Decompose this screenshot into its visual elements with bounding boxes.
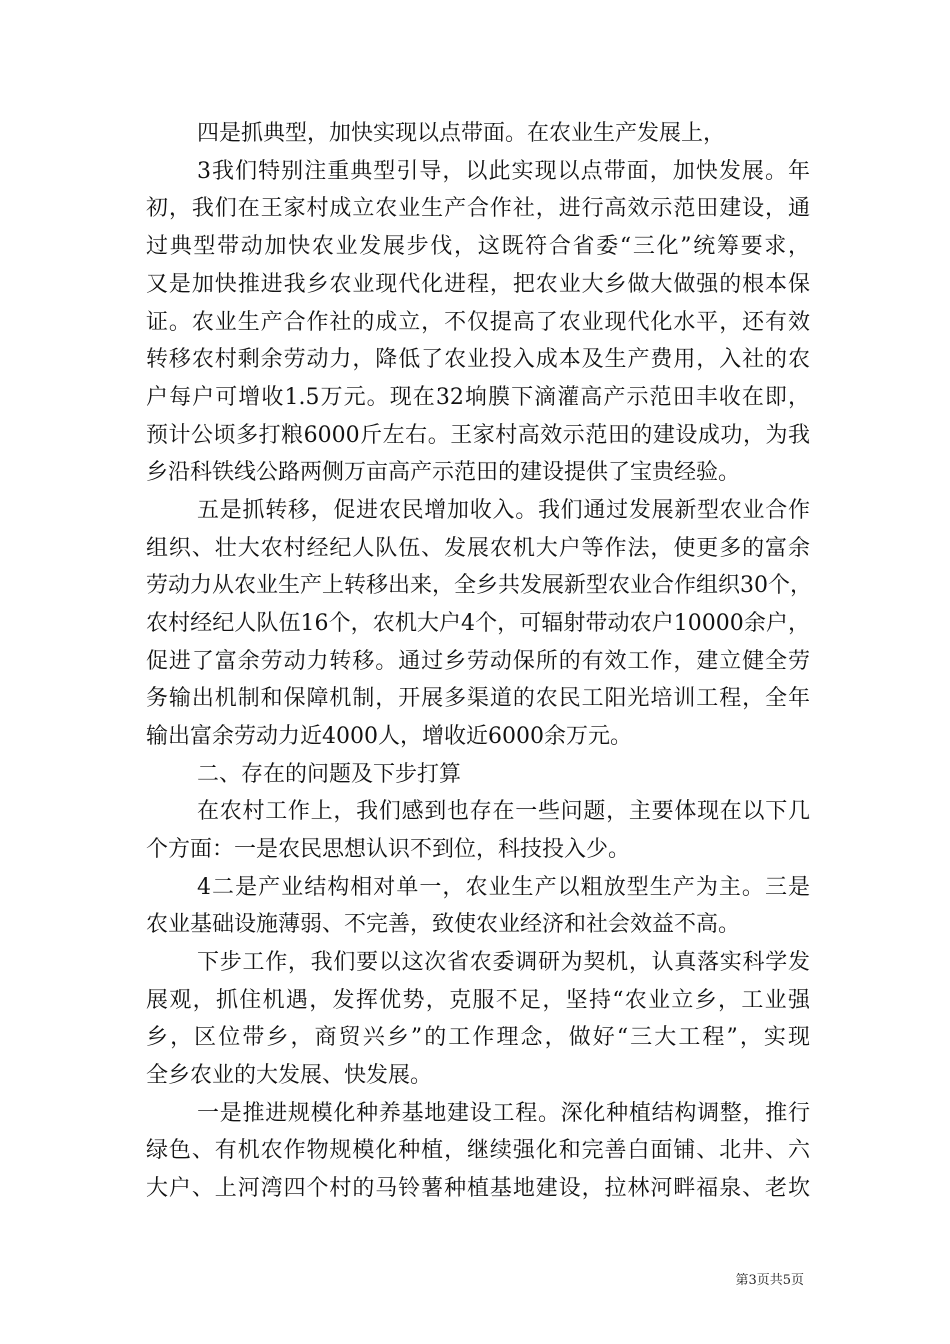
section-heading: 二、存在的问题及下步打算: [197, 762, 462, 787]
paragraph-line: 初，我们在王家村成立农业生产合作社，进行高效示范田建设，通: [146, 196, 810, 221]
paragraph-line: 劳动力从农业生产上转移出来，全乡共发展新型农业合作组织30个，: [146, 573, 812, 598]
paragraph-line: 在农村工作上，我们感到也存在一些问题，主要体现在以下几: [197, 799, 810, 824]
paragraph-line: 四是抓典型，加快实现以点带面。在农业生产发展上，: [197, 121, 726, 146]
paragraph-line: 3我们特别注重典型引导，以此实现以点带面，加快发展。年: [197, 159, 810, 184]
paragraph-line: 组织、壮大农村经纪人队伍、发展农机大户等作法，使更多的富余: [146, 536, 810, 561]
paragraph-line: 输出富余劳动力近4000人，增收近6000余万元。: [146, 724, 632, 749]
paragraph-line: 转移农村剩余劳动力，降低了农业投入成本及生产费用，入社的农: [146, 347, 810, 372]
paragraph-line: 证。农业生产合作社的成立，不仅提高了农业现代化水平，还有效: [146, 310, 810, 335]
paragraph-line: 下步工作，我们要以这次省农委调研为契机，认真落实科学发: [197, 950, 810, 975]
paragraph-line: 促进了富余劳动力转移。通过乡劳动保所的有效工作，建立健全劳: [146, 649, 810, 674]
paragraph-line: 预计公顷多打粮6000斤左右。王家村高效示范田的建设成功，为我: [146, 423, 810, 448]
paragraph-line: 农业基础设施薄弱、不完善，致使农业经济和社会效益不高。: [146, 912, 741, 937]
paragraph-line: 务输出机制和保障机制，开展多渠道的农民工阳光培训工程，全年: [146, 686, 810, 711]
paragraph-line: 农村经纪人队伍16个，农机大户4个，可辐射带动农户10000余户，: [146, 611, 810, 636]
paragraph-line: 全乡农业的大发展、快发展。: [146, 1063, 433, 1088]
paragraph-line: 个方面：一是农民思想认识不到位，科技投入少。: [146, 837, 631, 862]
paragraph-line: 又是加快推进我乡农业现代化进程，把农业大乡做大做强的根本保: [146, 272, 810, 297]
paragraph-line: 过典型带动加快农业发展步伐，这既符合省委“三化”统筹要求，: [146, 234, 810, 259]
paragraph-line: 乡沿科铁线公路两侧万亩高产示范田的建设提供了宝贵经验。: [146, 460, 741, 485]
paragraph-line: 户每户可增收1.5万元。现在32垧膜下滴灌高产示范田丰收在即，: [146, 385, 810, 410]
paragraph-line: 绿色、有机农作物规模化种植，继续强化和完善白面铺、北井、六: [146, 1138, 810, 1163]
paragraph-line: 4二是产业结构相对单一，农业生产以粗放型生产为主。三是: [197, 875, 810, 900]
paragraph-line: 一是推进规模化种养基地建设工程。深化种植结构调整，推行: [197, 1101, 810, 1126]
paragraph-line: 乡，区位带乡，商贸兴乡”的工作理念，做好“三大工程”，实现: [146, 1025, 810, 1050]
paragraph-line: 五是抓转移，促进农民增加收入。我们通过发展新型农业合作: [197, 498, 810, 523]
paragraph-line: 展观，抓住机遇，发挥优势，克服不足，坚持“农业立乡，工业强: [146, 988, 810, 1013]
page-number: 第3页共5页: [735, 1273, 804, 1288]
paragraph-line: 大户、上河湾四个村的马铃薯种植基地建设，拉林河畔福泉、老坎: [146, 1176, 810, 1201]
